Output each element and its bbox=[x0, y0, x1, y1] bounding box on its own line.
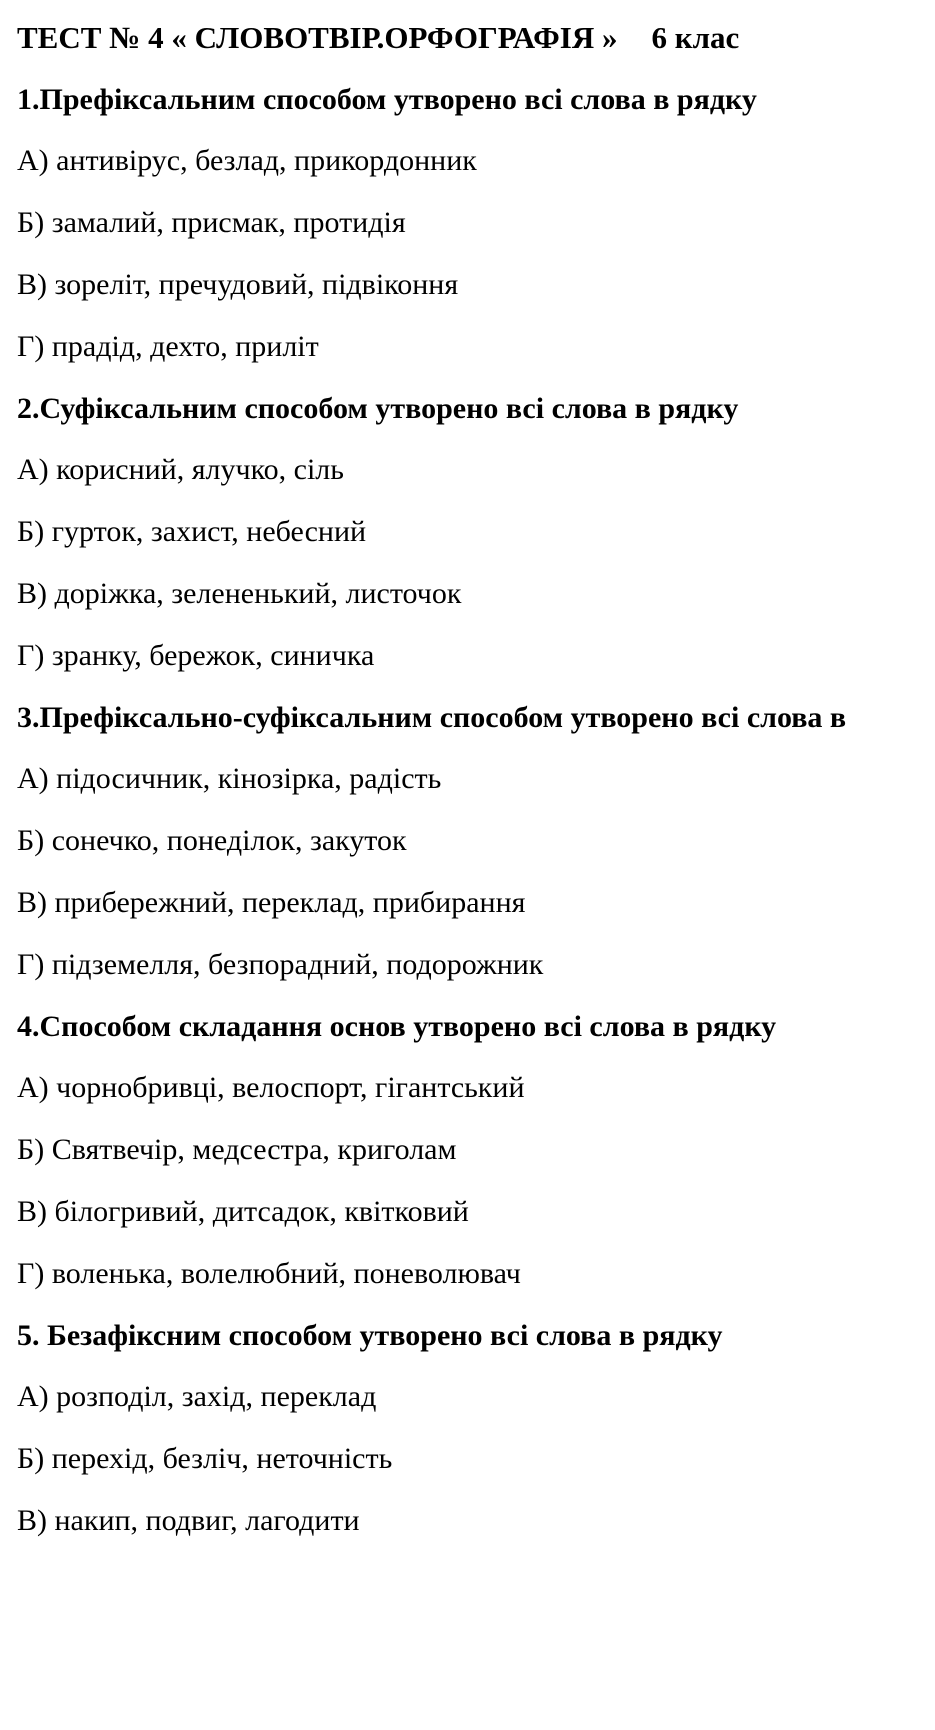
question-3-text: 3.Префіксально-суфіксальним способом утворено всі слова в bbox=[17, 701, 847, 734]
q3-option-d: Г) підземелля, безпорадний, подорожник bbox=[17, 948, 544, 981]
q1-option-a: А) антивірус, безлад, прикордонник bbox=[17, 144, 477, 177]
q3-option-c: В) прибережний, переклад, прибирання bbox=[17, 886, 526, 919]
question-4-text: 4.Способом складання основ утворено всі слова в рядку bbox=[17, 1010, 777, 1043]
q1-option-c: В) зореліт, пречудовий, підвіконня bbox=[17, 268, 459, 301]
q2-option-b: Б) гурток, захист, небесний bbox=[17, 515, 367, 548]
q1-option-d: Г) прадід, дехто, приліт bbox=[17, 330, 319, 363]
q3-option-a: А) підосичник, кінозірка, радість bbox=[17, 762, 442, 795]
q2-option-a: А) корисний, ялучко, сіль bbox=[17, 453, 344, 486]
title-text: ТЕСТ № 4 « СЛОВОТВІР.ОРФОГРАФІЯ » bbox=[17, 20, 618, 55]
q2-option-c: В) доріжка, зелененький, листочок bbox=[17, 577, 462, 610]
question-1-text: 1.Префіксальним способом утворено всі слова в рядку bbox=[17, 83, 757, 116]
q4-option-c: В) білогривий, дитсадок, квітковий bbox=[17, 1195, 469, 1228]
question-2-text: 2.Суфіксальним способом утворено всі слова в рядку bbox=[17, 392, 739, 425]
page-title bbox=[17, 22, 739, 53]
q5-option-c: В) накип, подвиг, лагодити bbox=[17, 1504, 360, 1537]
question-5-text: 5. Безафіксним способом утворено всі слова в рядку bbox=[17, 1319, 723, 1352]
q4-option-d: Г) воленька, волелюбний, поневолювач bbox=[17, 1257, 521, 1290]
q5-option-a: А) розподіл, захід, переклад bbox=[17, 1380, 377, 1413]
q5-option-b: Б) перехід, безліч, неточність bbox=[17, 1442, 393, 1475]
grade-label: 6 клас bbox=[651, 20, 740, 55]
q2-option-d: Г) зранку, бережок, синичка bbox=[17, 639, 375, 672]
q1-option-b: Б) замалий, присмак, протидія bbox=[17, 206, 406, 239]
q3-option-b: Б) сонечко, понеділок, закуток bbox=[17, 824, 407, 857]
q4-option-b: Б) Святвечір, медсестра, криголам bbox=[17, 1133, 457, 1166]
q4-option-a: А) чорнобривці, велоспорт, гігантський bbox=[17, 1071, 525, 1104]
